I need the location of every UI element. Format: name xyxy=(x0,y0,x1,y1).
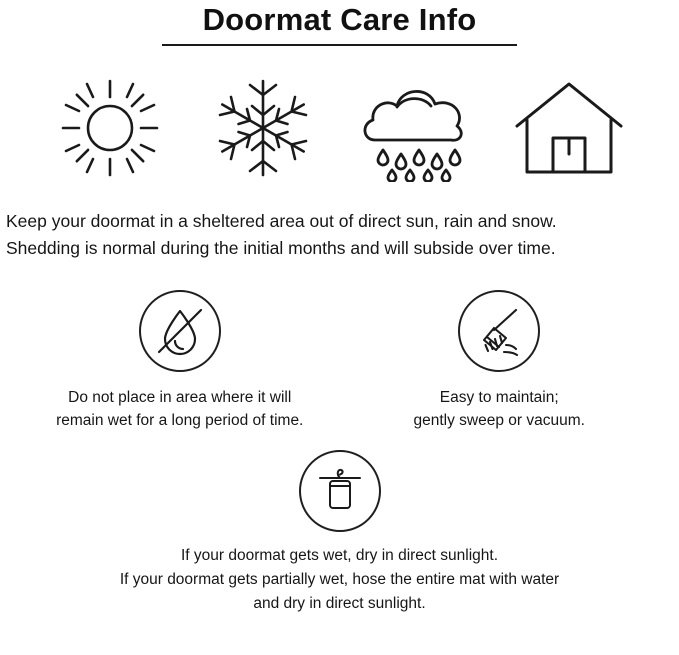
bottom-tip-line-1: If your doormat gets wet, dry in direct sunlight. xyxy=(180,547,499,565)
snowflake-icon xyxy=(203,72,323,184)
tip-easy-maintain-line-1: Easy to maintain; xyxy=(439,388,559,406)
main-text-line-1: Keep your doormat in a sheltered area out of direct sun, rain and snow. xyxy=(6,210,557,231)
rain-cloud-icon xyxy=(356,72,476,184)
tips-row xyxy=(0,290,679,433)
bottom-tip xyxy=(0,450,679,616)
tip-no-water-caption xyxy=(56,386,303,433)
tip-easy-maintain xyxy=(349,290,649,433)
page-header xyxy=(0,0,679,46)
bottom-tip-line-2: If your doormat gets partially wet, hose the entire mat with water xyxy=(119,571,560,589)
bottom-tip-caption xyxy=(120,544,559,616)
main-care-paragraph xyxy=(0,208,679,262)
tip-no-water xyxy=(30,290,330,433)
no-water-icon xyxy=(139,290,221,372)
hang-dry-icon xyxy=(299,450,381,532)
house-icon xyxy=(509,72,629,184)
broom-icon xyxy=(458,290,540,372)
title-underline-divider xyxy=(162,44,517,46)
tip-no-water-line-1: Do not place in area where it will xyxy=(68,388,292,406)
sun-icon xyxy=(50,72,170,184)
tip-easy-maintain-caption xyxy=(414,386,585,433)
weather-icon-row xyxy=(0,72,679,184)
page-title: Doormat Care Info xyxy=(202,2,477,37)
main-text-line-2: Shedding is normal during the initial months and will subside over time. xyxy=(6,237,556,258)
tip-easy-maintain-line-2: gently sweep or vacuum. xyxy=(413,412,585,430)
tip-no-water-line-2: remain wet for a long period of time. xyxy=(56,412,304,430)
bottom-tip-line-3: and dry in direct sunlight. xyxy=(253,595,426,613)
